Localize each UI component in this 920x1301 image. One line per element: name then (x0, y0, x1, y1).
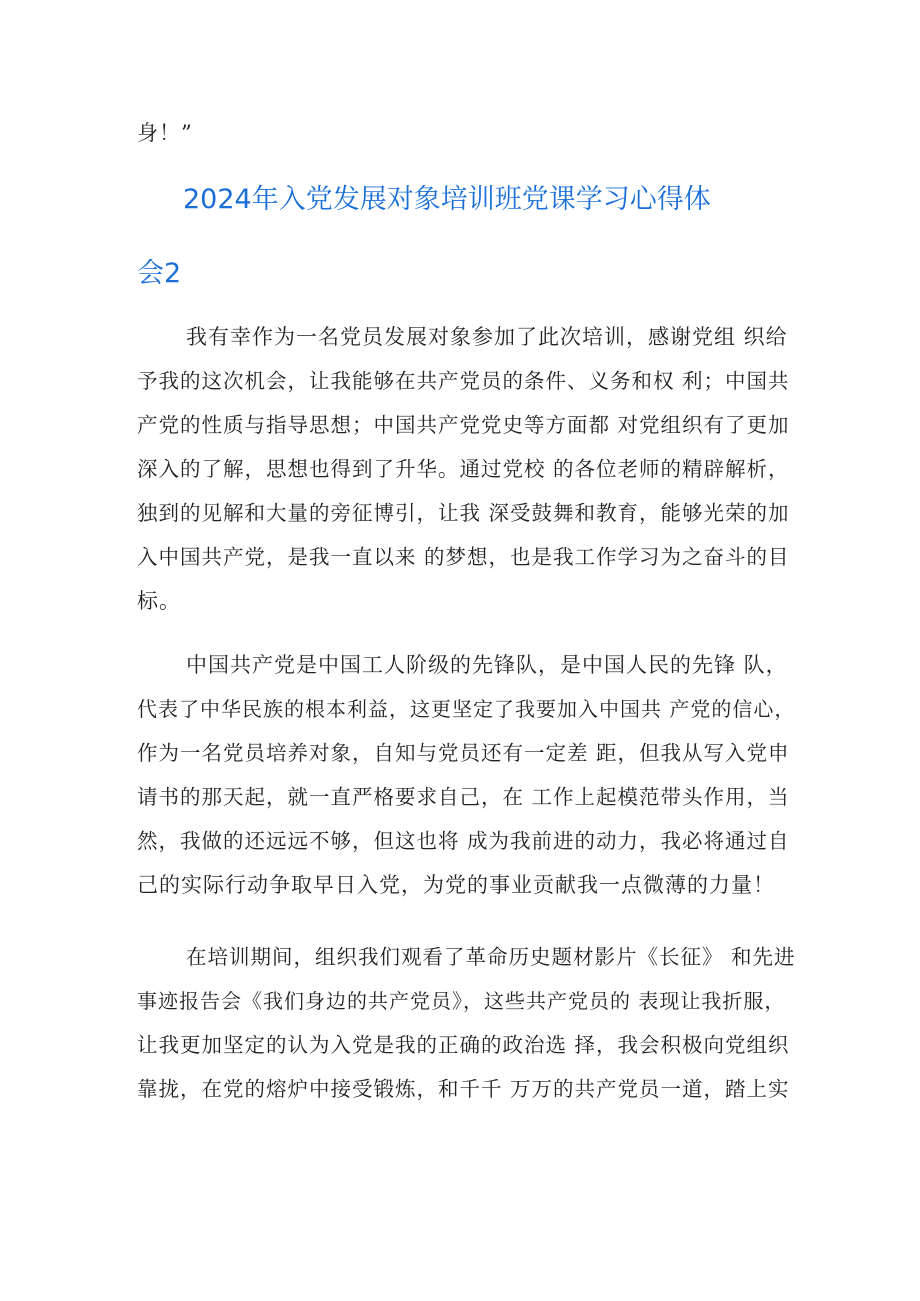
paragraph-line: 产党的性质与指导思想；中国共产党党史等方面都 对党组织有了更加 (137, 413, 790, 437)
paragraph-line: 靠拢，在党的熔炉中接受锻炼，和千千 万万的共产党员一道，踏上实 (137, 1077, 790, 1101)
paragraph-line: 事迹报告会《我们身边的共产党员》，这些共产党员的 表现让我折服， (137, 989, 786, 1013)
paragraph-line: 予我的这次机会，让我能够在共产党员的条件、义务和权 利；中国共 (137, 369, 790, 393)
document-title-line-2: 会2 (137, 258, 182, 289)
document-title-line-1: 2024年入党发展对象培训班党课学习心得体 (183, 184, 711, 215)
paragraph-line: 代表了中华民族的根本利益，这更坚定了我要加入中国共 产党的信心， (137, 697, 796, 721)
paragraph-line: 入中国共产党，是我一直以来 的梦想，也是我工作学习为之奋斗的目 (137, 545, 790, 569)
paragraph-line: 在培训期间，组织我们观看了革命历史题材影片《长征》 和先进 (186, 945, 796, 969)
continuation-text: 身！” (137, 121, 193, 145)
paragraph-line: 独到的见解和大量的旁征博引，让我 深受鼓舞和教育，能够光荣的加 (137, 501, 790, 525)
paragraph-line: 标。 (137, 589, 181, 613)
paragraph-line: 作为一名党员培养对象，自知与党员还有一定差 距，但我从写入党申 (137, 741, 790, 765)
paragraph-line: 然，我做的还远远不够，但这也将 成为我前进的动力，我必将通过自 (137, 829, 790, 853)
paragraph-line: 中国共产党是中国工人阶级的先锋队，是中国人民的先锋 队， (186, 653, 788, 677)
paragraph-line: 我有幸作为一名党员发展对象参加了此次培训，感谢党组 织给 (186, 325, 788, 349)
paragraph-line: 请书的那天起，就一直严格要求自己，在 工作上起模范带头作用，当 (137, 785, 790, 809)
paragraph-line: 深入的了解，思想也得到了升华。通过党校 的各位老师的精辟解析， (137, 457, 790, 481)
paragraph-line: 己的实际行动争取早日入党，为党的事业贡献我一点微薄的力量！ (137, 873, 775, 897)
paragraph-line: 让我更加坚定的认为入党是我的正确的政治选 择，我会积极向党组织 (137, 1033, 790, 1057)
